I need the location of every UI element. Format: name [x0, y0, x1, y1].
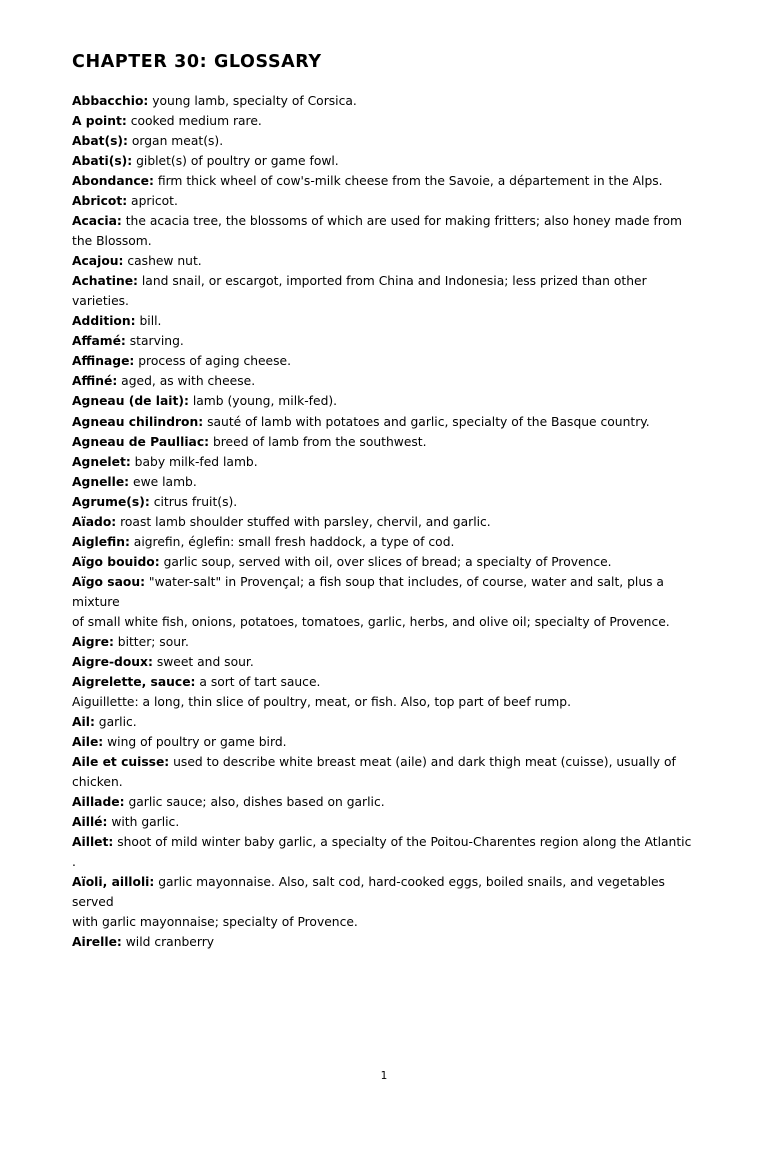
glossary-definition: bill.	[135, 314, 162, 329]
glossary-definition: roast lamb shoulder stuffed with parsley, chervil, and garlic.	[116, 514, 491, 529]
glossary-entry	[72, 512, 696, 532]
glossary-entry	[72, 812, 696, 832]
glossary-definition: aigrefin, églefin: small fresh haddock, a type of cod.	[129, 534, 455, 549]
glossary-term: Aïoli, ailloli:	[72, 875, 155, 890]
glossary-entry-list	[72, 91, 696, 952]
glossary-entry	[72, 672, 696, 692]
glossary-term: Agnelet:	[72, 454, 131, 469]
glossary-definition: "water-salt" in Provençal; a fish soup that includes, of course, water and salt, plus a mixture	[72, 574, 664, 609]
glossary-entry	[72, 331, 696, 351]
glossary-term: Aile et cuisse:	[72, 755, 170, 770]
glossary-definition: lamb (young, milk-fed).	[188, 394, 338, 409]
glossary-entry	[72, 912, 696, 932]
glossary-term: Aillet:	[72, 835, 114, 850]
glossary-term: Acajou:	[72, 254, 124, 269]
glossary-definition: wing of poultry or game bird.	[103, 735, 287, 749]
glossary-entry	[72, 351, 696, 371]
glossary-entry	[72, 391, 696, 411]
glossary-term: Agneau chilindron:	[72, 414, 204, 429]
glossary-entry	[72, 692, 696, 712]
glossary-entry	[72, 632, 696, 652]
glossary-term: Aillé:	[72, 815, 108, 830]
glossary-entry	[72, 652, 696, 672]
glossary-definition: of small white fish, onions, potatoes, tomatoes, garlic, herbs, and olive oil; specialty of Provence.	[72, 614, 670, 629]
glossary-term: Aigrelette, sauce:	[72, 674, 196, 689]
glossary-definition: apricot.	[127, 194, 178, 209]
glossary-entry	[72, 251, 696, 271]
glossary-term: Abbacchio:	[72, 94, 149, 108]
glossary-term: Aiglefin:	[72, 534, 130, 549]
glossary-definition: a sort of tart sauce.	[195, 674, 321, 689]
glossary-entry	[72, 612, 696, 632]
glossary-entry	[72, 852, 696, 872]
glossary-definition: sauté of lamb with potatoes and garlic, specialty of the Basque country.	[203, 414, 650, 429]
glossary-definition: baby milk-fed lamb.	[130, 454, 258, 469]
glossary-definition: cashew nut.	[123, 254, 202, 269]
glossary-term: Ail:	[72, 714, 95, 729]
glossary-term: Abricot:	[72, 194, 128, 209]
glossary-entry	[72, 472, 696, 492]
glossary-term: Abati(s):	[72, 154, 133, 169]
glossary-definition: young lamb, specialty of Corsica.	[148, 94, 357, 108]
glossary-entry	[72, 732, 696, 752]
glossary-definition: garlic.	[94, 714, 137, 729]
glossary-term: Abat(s):	[72, 134, 128, 149]
glossary-definition: organ meat(s).	[127, 134, 224, 149]
glossary-term: Affinage:	[72, 354, 135, 369]
glossary-entry	[72, 792, 696, 812]
glossary-definition: the acacia tree, the blossoms of which are used for making fritters; also honey made from the Blossom.	[72, 214, 683, 249]
glossary-definition: ewe lamb.	[129, 474, 197, 489]
glossary-definition: with garlic.	[107, 815, 180, 830]
glossary-term: Airelle:	[72, 935, 122, 950]
page-title: CHAPTER 30: GLOSSARY	[72, 52, 322, 72]
glossary-term: Affamé:	[72, 334, 126, 349]
glossary-term: Aigre:	[72, 634, 114, 649]
glossary-definition: shoot of mild winter baby garlic, a specialty of the Poitou-Charentes region along the Atlantic	[113, 835, 692, 850]
glossary-entry	[72, 552, 696, 572]
glossary-term: Abondance:	[72, 174, 154, 189]
glossary-entry	[72, 492, 696, 512]
glossary-definition: citrus fruit(s).	[149, 494, 238, 509]
glossary-term: Achatine:	[72, 274, 138, 289]
glossary-entry	[72, 171, 696, 191]
glossary-entry	[72, 572, 696, 612]
glossary-entry	[72, 832, 696, 852]
glossary-entry	[72, 872, 696, 912]
glossary-term: Aïado:	[72, 514, 117, 529]
glossary-term: Agrume(s):	[72, 494, 150, 509]
glossary-definition: sweet and sour.	[152, 654, 254, 669]
glossary-term: Agneau de Paulliac:	[72, 434, 210, 449]
glossary-definition: garlic mayonnaise. Also, salt cod, hard-cooked eggs, boiled snails, and vegetables served	[72, 875, 665, 910]
glossary-entry	[72, 151, 696, 171]
glossary-term: Aillade:	[72, 795, 125, 810]
glossary-entry	[72, 111, 696, 131]
glossary-definition: land snail, or escargot, imported from China and Indonesia; less prized than other varieties.	[72, 274, 647, 309]
glossary-definition: Aiguillette: a long, thin slice of poultry, meat, or fish. Also, top part of beef rump.	[72, 694, 571, 709]
glossary-term: Affiné:	[72, 374, 118, 389]
glossary-entry	[72, 932, 696, 952]
glossary-definition: .	[72, 855, 76, 870]
glossary-entry	[72, 191, 696, 211]
glossary-term: Aïgo saou:	[72, 574, 146, 589]
glossary-entry	[72, 211, 696, 251]
glossary-entry	[72, 91, 696, 111]
glossary-term: Addition:	[72, 314, 136, 329]
glossary-definition: cooked medium rare.	[126, 114, 262, 129]
glossary-definition: used to describe white breast meat (aile) and dark thigh meat (cuisse), usually of chicken.	[72, 755, 676, 790]
glossary-definition: firm thick wheel of cow's-milk cheese from the Savoie, a département in the Alps.	[153, 174, 663, 189]
glossary-entry	[72, 271, 696, 311]
glossary-entry	[72, 452, 696, 472]
glossary-entry	[72, 432, 696, 452]
glossary-definition: process of aging cheese.	[134, 354, 292, 369]
page-number: 1	[380, 1070, 388, 1082]
glossary-definition: giblet(s) of poultry or game fowl.	[132, 154, 339, 169]
glossary-definition: garlic soup, served with oil, over slices of bread; a specialty of Provence.	[159, 554, 612, 569]
glossary-entry	[72, 311, 696, 331]
glossary-entry	[72, 532, 696, 552]
glossary-term: Agnelle:	[72, 474, 130, 489]
glossary-term: Aïgo bouido:	[72, 554, 160, 569]
glossary-definition: breed of lamb from the southwest.	[209, 434, 427, 449]
glossary-entry	[72, 412, 696, 432]
glossary-definition: with garlic mayonnaise; specialty of Provence.	[72, 915, 358, 930]
glossary-entry	[72, 371, 696, 391]
glossary-definition: bitter; sour.	[113, 634, 189, 649]
glossary-term: A point:	[72, 114, 127, 129]
glossary-definition: garlic sauce; also, dishes based on garlic.	[124, 795, 385, 810]
glossary-entry	[72, 752, 696, 792]
glossary-term: Aile:	[72, 735, 104, 749]
glossary-definition: aged, as with cheese.	[117, 374, 256, 389]
glossary-definition: wild cranberry	[121, 935, 215, 950]
glossary-term: Aigre-doux:	[72, 654, 153, 669]
glossary-term: Agneau (de lait):	[72, 394, 189, 409]
glossary-entry	[72, 712, 696, 732]
glossary-term: Acacia:	[72, 214, 122, 229]
glossary-definition: starving.	[125, 334, 184, 349]
glossary-entry	[72, 131, 696, 151]
